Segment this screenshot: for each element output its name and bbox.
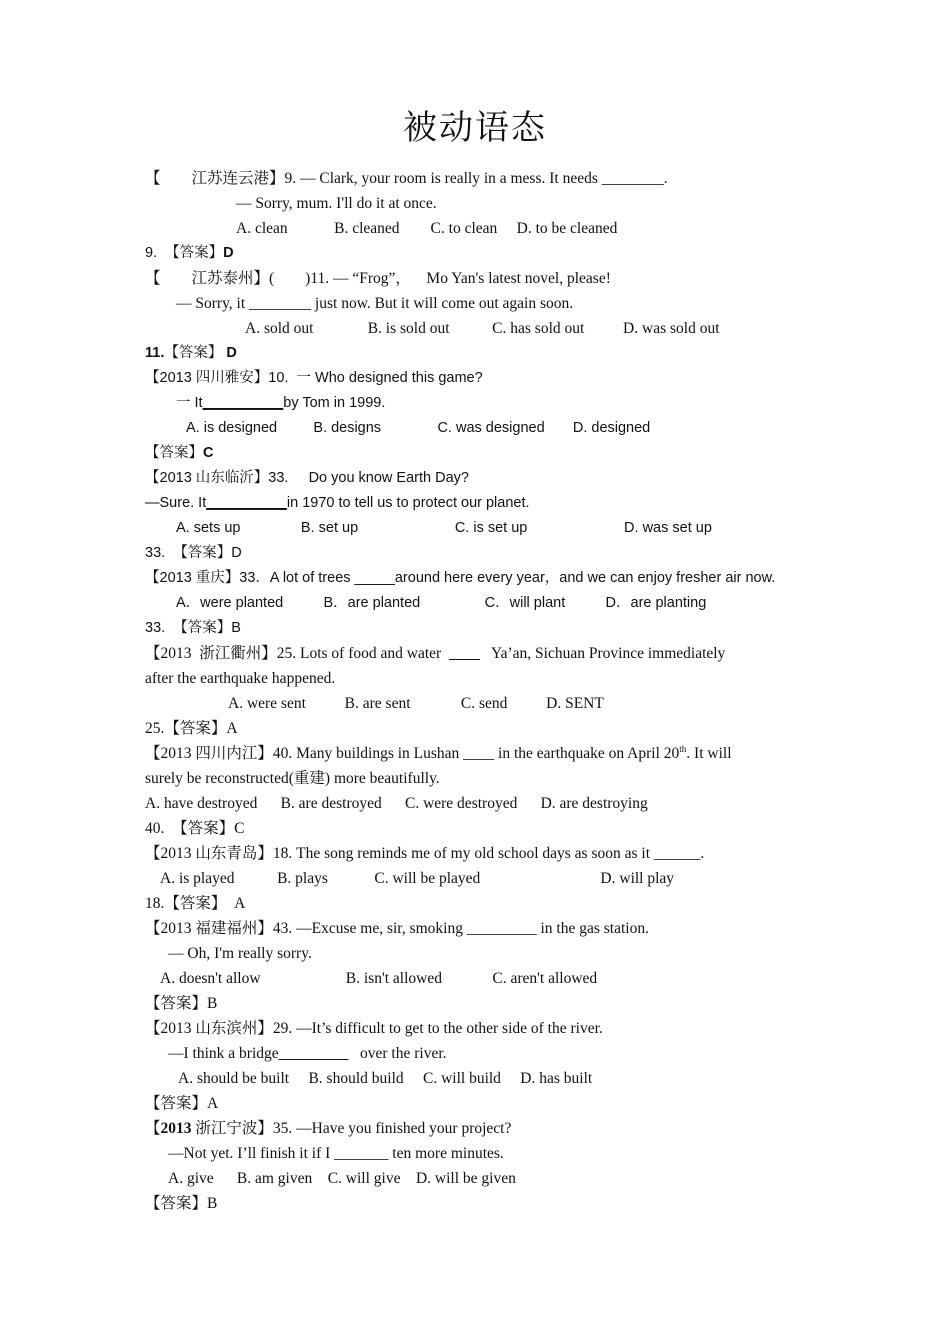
text-span: A. were sent B. are sent C. send D. SENT [228, 695, 604, 712]
text-span: in 1970 to tell us to protect our planet. [286, 495, 530, 511]
text-line [236, 191, 437, 216]
text-span: 【2013 四川雅安】10. 一 Who designed this game? [145, 370, 483, 386]
text-span: A. clean B. cleaned C. to clean D. to be cleaned [236, 220, 618, 237]
text-line [168, 1141, 504, 1166]
text-span: 2013 [160, 1120, 192, 1137]
text-line [168, 941, 312, 966]
text-line [145, 766, 440, 791]
text-span: 【答案】 [164, 345, 227, 361]
text-span: A. have destroyed B. are destroyed C. were destroyed D. are destroying [145, 795, 648, 812]
text-span: 【2013 浙江衢州】25. Lots of food and water [145, 645, 449, 662]
text-span: 【 [145, 1120, 161, 1137]
text-line [145, 466, 469, 491]
text-span: after the earthquake happened. [145, 670, 336, 687]
text-line [160, 966, 597, 991]
text-span: A. is played B. plays C. will be played D. will play [160, 870, 675, 887]
text-span: 【2013 山东青岛】18. The song reminds me of my old school days as soon as it ______. [145, 845, 705, 862]
text-line [176, 291, 573, 316]
text-line [145, 716, 238, 741]
text-span: 【 江苏连云港】9. — Clark, your room is really in a mess. It needs ________. [145, 170, 668, 187]
text-line [186, 416, 650, 441]
text-span: A. doesn't allow B. isn't allowed C. aren't allowed [160, 970, 598, 987]
text-line [236, 216, 617, 241]
text-line [228, 691, 604, 716]
text-span: A. sold out B. is sold out C. has sold out D. was sold out [245, 320, 720, 337]
text-line [145, 266, 611, 291]
text-span: — Sorry, it ________ just now. But it will come out again soon. [176, 295, 574, 312]
text-span: 【2013 山东滨州】29. —It’s difficult to get to the other side of the river. [145, 1020, 603, 1037]
text-span: 【答案】 [145, 445, 203, 461]
text-span: A．were planted B．are planted C．will plant D．are planting [176, 595, 707, 611]
text-span: by Tom in 1999. [283, 395, 386, 411]
text-line [145, 816, 244, 841]
text-line [145, 241, 234, 266]
text-span: 【2013 四川内江】40. Many buildings in Lushan ____ in the earthquake on April 20 [145, 745, 680, 762]
text-line [145, 666, 335, 691]
text-line [145, 741, 732, 766]
text-line [145, 1191, 217, 1216]
page-title: 被动语态 [403, 108, 547, 148]
text-span: — Oh, I'm really sorry. [168, 945, 312, 962]
text-span: 【答案】A [145, 1095, 219, 1112]
text-line [145, 541, 242, 566]
text-line [145, 641, 725, 666]
text-span: 33. 【答案】B [145, 620, 241, 636]
text-line [176, 516, 712, 541]
text-span: —Sure. It [145, 495, 207, 511]
text-span: — Sorry, mum. I'll do it at once. [236, 195, 437, 212]
text-span: over the river. [348, 1045, 447, 1062]
text-line [145, 1091, 218, 1116]
text-line [145, 566, 775, 591]
text-span: 【2013 山东临沂】33. Do you know Earth Day? [145, 470, 469, 486]
text-span: _________ [278, 1045, 349, 1062]
text-span: A. sets up B. set up C. is set up D. was set up [176, 520, 712, 536]
text-line [145, 341, 237, 366]
text-span: th [679, 743, 687, 754]
text-span: D [223, 245, 234, 261]
text-span: —Not yet. I’ll finish it if I _______ ten more minutes. [168, 1145, 504, 1162]
text-span: 33. 【答案】D [145, 545, 242, 561]
text-span: 一 It [176, 395, 203, 411]
text-span: 【 江苏泰州】( )11. — “Frog”， Mo Yan's latest novel, please! [145, 270, 611, 287]
text-span: 40. 【答案】C [145, 820, 245, 837]
text-line [145, 491, 530, 516]
text-span: 25.【答案】A [145, 720, 238, 737]
text-line [145, 841, 704, 866]
text-span: A. give B. am given C. will give D. will be given [168, 1170, 516, 1187]
text-line [168, 1166, 516, 1191]
text-span: 18.【答案】 A [145, 895, 246, 912]
text-span: . It will [686, 745, 732, 762]
text-span: 【答案】B [145, 1195, 218, 1212]
text-span: —I think a bridge [168, 1045, 279, 1062]
text-span: Ya’an, Sichuan Province immediately [479, 645, 726, 662]
text-line [176, 591, 706, 616]
text-span: 【答案】B [145, 995, 218, 1012]
text-span: C [203, 445, 214, 461]
text-span: 9. 【答案】 [145, 245, 224, 261]
text-span: A. is designed B. designs C. was designed D. designed [186, 420, 651, 436]
text-span: 浙江宁波】35. —Have you finished your project? [191, 1120, 512, 1137]
text-span: __________ [202, 395, 284, 411]
text-line [145, 1016, 603, 1041]
text-line [245, 316, 720, 341]
text-span: surely be reconstructed(重建) more beautifully. [145, 770, 440, 787]
text-line [145, 441, 213, 466]
text-span: A. should be built B. should build C. will build D. has built [178, 1070, 593, 1087]
text-line [160, 866, 674, 891]
text-line [178, 1066, 592, 1091]
text-line [145, 891, 245, 916]
text-span: D [226, 345, 237, 361]
text-span: 【2013 福建福州】43. —Excuse me, sir, smoking _________ in the gas station. [145, 920, 649, 937]
text-line [145, 916, 649, 941]
text-line [145, 1116, 511, 1141]
text-line [145, 166, 668, 191]
text-line [145, 791, 648, 816]
text-span [449, 645, 480, 662]
text-span: 【2013 重庆】33．A lot of trees _____around here every year，and we can enjoy fresher air now. [145, 570, 776, 586]
text-line [145, 366, 483, 391]
text-span: __________ [206, 495, 287, 511]
text-span: 11. [145, 345, 165, 361]
text-line [145, 991, 217, 1016]
text-line [145, 616, 241, 641]
text-line [168, 1041, 447, 1066]
text-line [176, 391, 385, 416]
